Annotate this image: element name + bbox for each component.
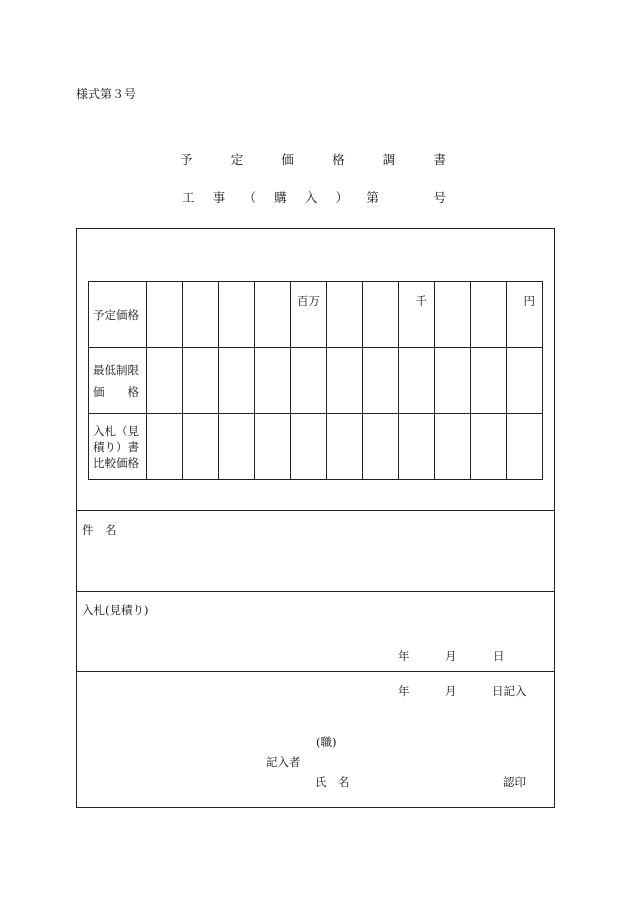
subtitle-char: 号 <box>433 190 446 205</box>
subtitle-char: 第 <box>366 190 379 205</box>
table-row <box>89 282 543 348</box>
digit-cell[interactable] <box>147 414 183 480</box>
subtitle-char: 工 <box>182 190 195 205</box>
digit-cell[interactable] <box>399 348 435 414</box>
position-label: (職) <box>316 735 337 749</box>
digit-cell[interactable] <box>219 348 255 414</box>
digit-cell[interactable] <box>147 282 183 348</box>
item-name-label: 件 名 <box>82 523 117 537</box>
row-label-planned-price: 予定価格 <box>89 282 147 348</box>
row-label-bid-comparison-price: 入札（見 積り）書 比較価格 <box>89 414 147 480</box>
section-divider <box>76 510 555 511</box>
digit-cell[interactable] <box>291 282 327 348</box>
digit-cell[interactable] <box>507 282 543 348</box>
table-row <box>89 348 543 414</box>
entry-date-year: 年 <box>398 684 410 698</box>
price-table <box>88 281 543 480</box>
digit-cell[interactable] <box>363 282 399 348</box>
digit-cell[interactable] <box>399 414 435 480</box>
digit-cell[interactable] <box>183 348 219 414</box>
subtitle-char: 入 <box>304 190 318 205</box>
digit-cell[interactable] <box>327 348 363 414</box>
unit-hyakuman: 百万 <box>297 294 320 308</box>
form-number: 様式第３号 <box>76 87 137 101</box>
section-divider <box>76 591 555 592</box>
subtitle-char: ） <box>335 190 349 205</box>
bid-date-year: 年 <box>398 649 410 663</box>
digit-cell[interactable] <box>471 414 507 480</box>
seal-label: 認印 <box>503 775 526 789</box>
digit-cell[interactable] <box>471 282 507 348</box>
digit-cell[interactable] <box>327 282 363 348</box>
entry-date-month: 月 <box>445 684 457 698</box>
table-row <box>89 414 543 480</box>
bid-label: 入札(見積り) <box>82 603 149 617</box>
document-title <box>180 150 446 168</box>
digit-cell[interactable] <box>435 348 471 414</box>
bid-date-day: 日 <box>493 649 505 663</box>
title-char: 書 <box>433 152 446 167</box>
unit-sen: 千 <box>415 294 427 308</box>
name-label: 氏 名 <box>315 775 350 789</box>
title-char: 予 <box>180 152 193 167</box>
title-char: 調 <box>382 152 396 167</box>
digit-cell[interactable] <box>507 348 543 414</box>
title-char: 格 <box>332 152 345 167</box>
digit-cell[interactable] <box>219 414 255 480</box>
row-label-minimum-price: 最低制限 価 格 <box>89 348 147 414</box>
digit-cell[interactable] <box>291 414 327 480</box>
section-divider <box>76 671 555 672</box>
subtitle-char: 購 <box>274 190 287 205</box>
digit-cell[interactable] <box>255 282 291 348</box>
digit-cell[interactable] <box>291 348 327 414</box>
subtitle-char: （ <box>243 190 256 205</box>
subtitle-char: 事 <box>212 190 226 205</box>
entry-date-day: 日記入 <box>492 684 527 698</box>
digit-cell[interactable] <box>255 414 291 480</box>
digit-cell[interactable] <box>183 414 219 480</box>
digit-cell[interactable] <box>327 414 363 480</box>
digit-cell[interactable] <box>507 414 543 480</box>
title-char: 価 <box>281 152 294 167</box>
digit-cell[interactable] <box>183 282 219 348</box>
unit-en: 円 <box>523 294 535 308</box>
digit-cell[interactable] <box>363 414 399 480</box>
work-number-line <box>182 188 446 206</box>
recorder-label: 記入者 <box>266 755 301 769</box>
digit-cell[interactable] <box>435 282 471 348</box>
digit-cell[interactable] <box>399 282 435 348</box>
digit-cell[interactable] <box>363 348 399 414</box>
bid-date-month: 月 <box>445 649 457 663</box>
digit-cell[interactable] <box>471 348 507 414</box>
digit-cell[interactable] <box>435 414 471 480</box>
digit-cell[interactable] <box>147 348 183 414</box>
digit-cell[interactable] <box>219 282 255 348</box>
title-char: 定 <box>230 152 244 167</box>
digit-cell[interactable] <box>255 348 291 414</box>
